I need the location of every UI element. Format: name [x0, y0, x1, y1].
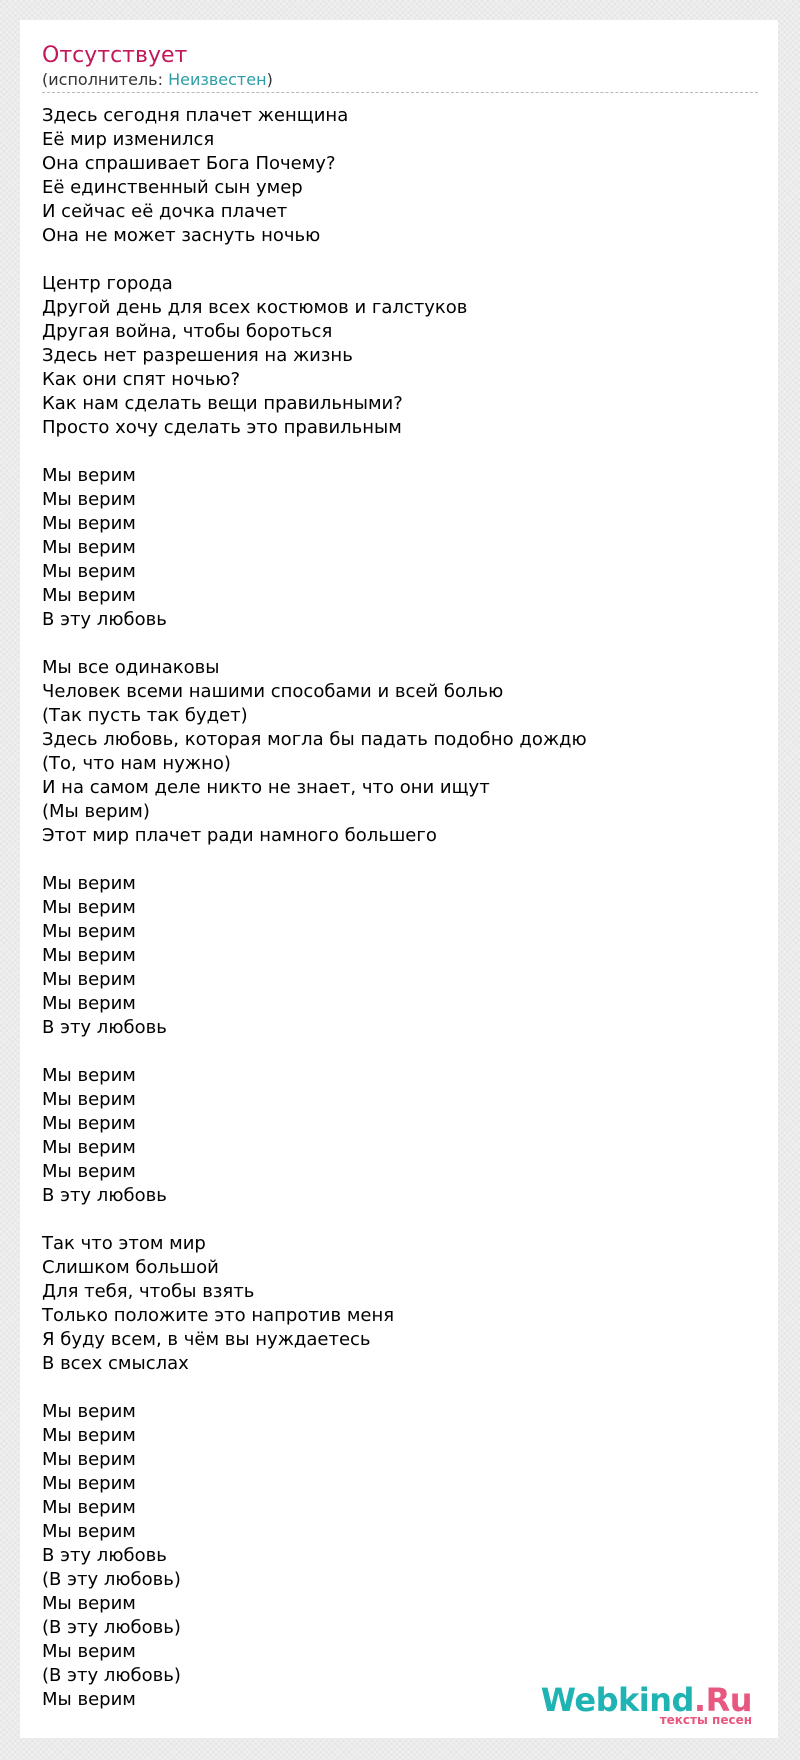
logo-wordmark: [541, 1683, 752, 1717]
artist-link[interactable]: Неизвестен: [168, 70, 267, 89]
lyric-line: Мы верим: [42, 1065, 136, 1086]
lyric-line: Мы верим: [42, 585, 136, 606]
lyric-line: Она спрашивает Бога Почему?: [42, 153, 336, 174]
lyric-line: Мы верим: [42, 537, 136, 558]
lyric-line: (Мы верим): [42, 801, 150, 822]
lyric-line: Другая война, чтобы бороться: [42, 321, 333, 342]
lyric-line: Здесь сегодня плачет женщина: [42, 105, 349, 126]
lyric-line: Мы все одинаковы: [42, 657, 220, 678]
lyric-line: Мы верим: [42, 1641, 136, 1662]
lyric-line: Здесь любовь, которая могла бы падать подобно дождю: [42, 729, 587, 750]
lyric-line: Мы верим: [42, 897, 136, 918]
lyric-line: (В эту любовь): [42, 1569, 181, 1590]
lyric-line: Просто хочу сделать это правильным: [42, 417, 402, 438]
stanza-gap: [42, 1040, 756, 1064]
lyric-line: Мы верим: [42, 1473, 136, 1494]
lyrics-card: [20, 20, 778, 1738]
lyric-line: Её мир изменился: [42, 129, 215, 150]
lyric-line: (То, что нам нужно): [42, 753, 231, 774]
stanza-gap: [42, 440, 756, 464]
artist-suffix: ): [266, 70, 273, 89]
lyric-line: Её единственный сын умер: [42, 177, 303, 198]
lyrics-body: [42, 104, 756, 1712]
lyric-line: Она не может заснуть ночью: [42, 225, 321, 246]
lyric-line: Мы верим: [42, 1401, 136, 1422]
lyric-line: Я буду всем, в чём вы нуждаетесь: [42, 1329, 371, 1350]
webkind-logo[interactable]: [541, 1683, 752, 1726]
lyric-line: В эту любовь: [42, 1545, 167, 1566]
lyric-line: Для тебя, чтобы взять: [42, 1281, 255, 1302]
lyric-line: Здесь нет разрешения на жизнь: [42, 345, 353, 366]
lyric-line: Мы верим: [42, 1449, 136, 1470]
lyric-line: В эту любовь: [42, 1185, 167, 1206]
lyric-line: (Так пусть так будет): [42, 705, 248, 726]
lyric-line: Мы верим: [42, 1593, 136, 1614]
logo-tld: .Ru: [693, 1681, 752, 1719]
lyric-line: И сейчас её дочка плачет: [42, 201, 288, 222]
lyric-line: Мы верим: [42, 1425, 136, 1446]
logo-tagline: тексты песен: [659, 1713, 752, 1727]
lyric-line: Человек всеми нашими способами и всей болью: [42, 681, 504, 702]
lyric-line: Мы верим: [42, 1137, 136, 1158]
stanza-gap: [42, 632, 756, 656]
lyric-line: И на самом деле никто не знает, что они ищут: [42, 777, 490, 798]
stanza-gap: [42, 848, 756, 872]
lyric-line: Центр города: [42, 273, 173, 294]
lyric-line: Мы верим: [42, 561, 136, 582]
artist-line: [42, 71, 756, 89]
lyric-line: Мы верим: [42, 1089, 136, 1110]
lyric-line: В эту любовь: [42, 609, 167, 630]
lyric-line: Мы верим: [42, 993, 136, 1014]
lyric-line: Мы верим: [42, 1497, 136, 1518]
lyric-line: Мы верим: [42, 1113, 136, 1134]
lyric-line: Мы верим: [42, 1689, 136, 1710]
lyric-line: Мы верим: [42, 945, 136, 966]
lyric-line: Другой день для всех костюмов и галстуков: [42, 297, 468, 318]
logo-brand: Webkind: [540, 1681, 694, 1719]
stanza-gap: [42, 248, 756, 272]
lyric-line: Мы верим: [42, 873, 136, 894]
lyric-line: Мы верим: [42, 1161, 136, 1182]
lyric-line: (В эту любовь): [42, 1617, 181, 1638]
stanza-gap: [42, 1376, 756, 1400]
lyric-line: (В эту любовь): [42, 1665, 181, 1686]
lyric-line: Мы верим: [42, 921, 136, 942]
song-title: Отсутствует: [42, 43, 188, 68]
lyric-line: Мы верим: [42, 513, 136, 534]
lyric-line: В всех смыслах: [42, 1353, 189, 1374]
artist-prefix: (исполнитель:: [42, 70, 169, 89]
lyric-line: Только положите это напротив меня: [42, 1305, 395, 1326]
lyric-line: Как они спят ночью?: [42, 369, 241, 390]
stanza-gap: [42, 1208, 756, 1232]
lyric-line: Так что этом мир: [42, 1233, 206, 1254]
lyric-line: В эту любовь: [42, 1017, 167, 1038]
lyric-line: Мы верим: [42, 465, 136, 486]
lyric-line: Этот мир плачет ради намного большего: [42, 825, 437, 846]
title-divider: [42, 92, 758, 93]
lyric-line: Мы верим: [42, 489, 136, 510]
lyric-line: Как нам сделать вещи правильными?: [42, 393, 403, 414]
lyric-line: Мы верим: [42, 969, 136, 990]
lyric-line: Мы верим: [42, 1521, 136, 1542]
lyric-line: Слишком большой: [42, 1257, 219, 1278]
